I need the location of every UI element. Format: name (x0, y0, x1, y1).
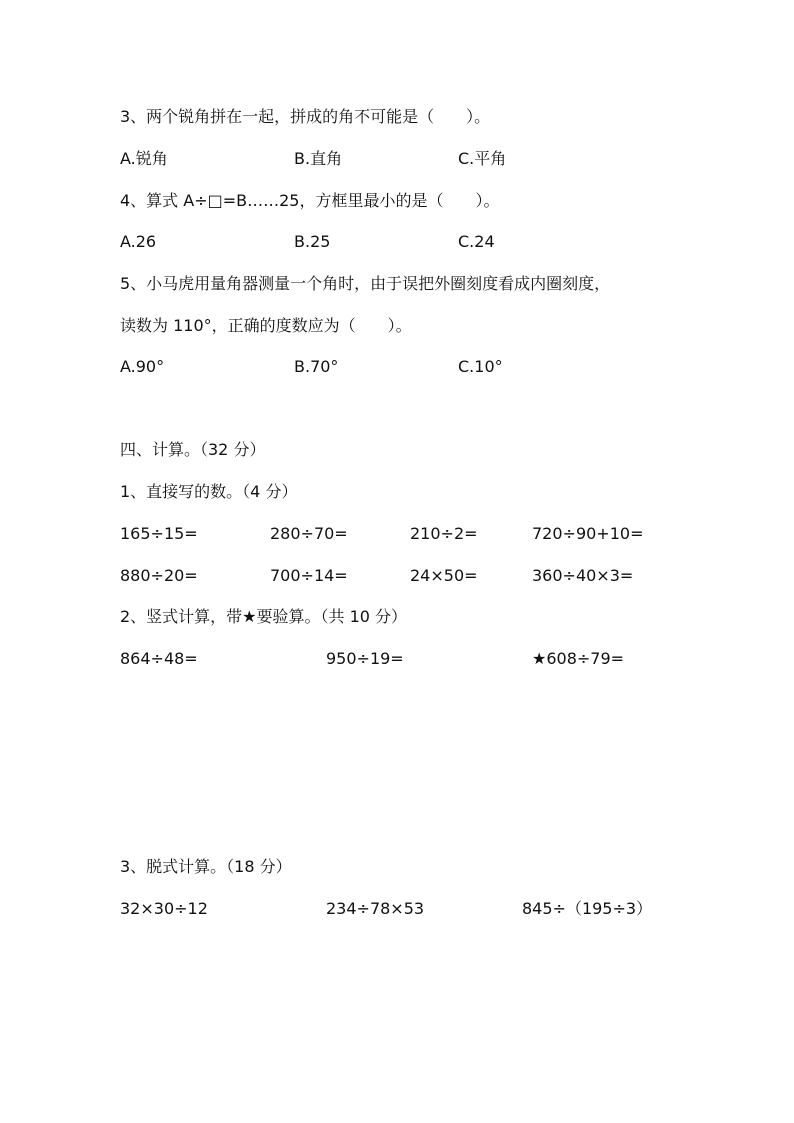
step-calc-item: 234÷78×53 (326, 899, 425, 918)
part-3-title: 3、脱式计算。（18 分） (120, 857, 292, 876)
vertical-calc-row (0, 648, 794, 670)
oral-calc-row-2 (0, 565, 794, 587)
oral-calc-item: 210÷2= (410, 524, 478, 543)
option-c: C.平角 (458, 149, 507, 168)
vertical-calc-item: 864÷48= (120, 649, 198, 668)
option-c: C.10° (458, 357, 503, 376)
oral-calc-row-1 (0, 523, 794, 545)
oral-calc-item: 24×50= (410, 566, 478, 585)
part-1-title: 1、直接写的数。（4 分） (120, 482, 298, 501)
oral-calc-item: 720÷90+10= (532, 524, 644, 543)
question-5-options (0, 356, 794, 378)
option-b: B.25 (294, 232, 331, 251)
oral-calc-item: 280÷70= (270, 524, 348, 543)
step-calc-item: 32×30÷12 (120, 899, 208, 918)
option-c: C.24 (458, 232, 495, 251)
section-4-title: 四、计算。（32 分） (120, 440, 266, 459)
option-b: B.直角 (294, 149, 343, 168)
step-calc-row (0, 898, 794, 920)
question-5-stem-line2: 读数为 110°，正确的度数应为（ ）。 (120, 316, 412, 335)
oral-calc-item: 360÷40×3= (532, 566, 634, 585)
question-5-stem-line1: 5、小马虎用量角器测量一个角时，由于误把外圈刻度看成内圈刻度， (120, 274, 611, 293)
vertical-calc-item: 950÷19= (326, 649, 404, 668)
vertical-calc-item: ★608÷79= (532, 649, 625, 668)
question-4-stem: 4、算式 A÷□=B……25，方框里最小的是（ ）。 (120, 191, 500, 210)
oral-calc-item: 700÷14= (270, 566, 348, 585)
option-a: A.26 (120, 232, 157, 251)
question-3-stem: 3、两个锐角拼在一起，拼成的角不可能是（ ）。 (120, 107, 491, 126)
oral-calc-item: 880÷20= (120, 566, 198, 585)
option-a: A.锐角 (120, 149, 168, 168)
oral-calc-item: 165÷15= (120, 524, 198, 543)
option-b: B.70° (294, 357, 339, 376)
step-calc-item: 845÷（195÷3） (522, 899, 653, 918)
option-a: A.90° (120, 357, 165, 376)
part-2-title: 2、竖式计算，带★要验算。（共 10 分） (120, 607, 408, 626)
question-3-options (0, 148, 794, 170)
question-4-options (0, 231, 794, 253)
